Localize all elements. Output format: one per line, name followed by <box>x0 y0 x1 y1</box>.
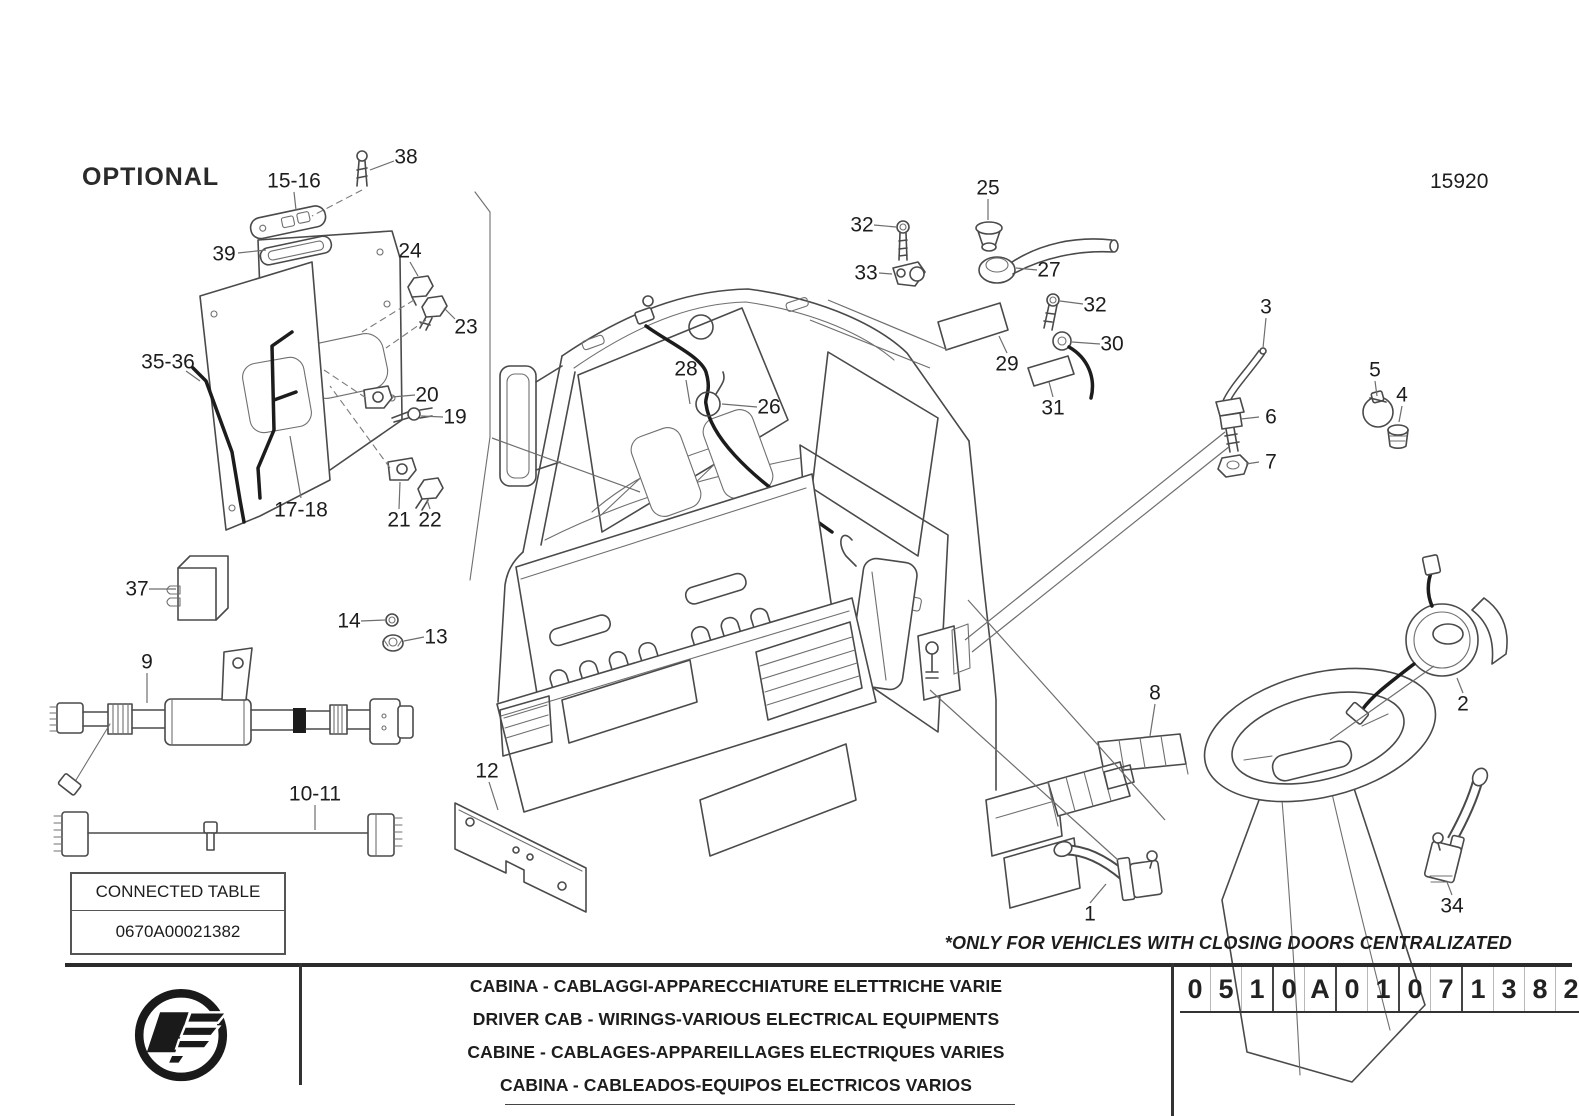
callout-1: 1 <box>1084 902 1096 926</box>
callout-32: 32 <box>850 213 874 237</box>
nut-14 <box>386 614 398 626</box>
callout-38: 38 <box>394 145 418 169</box>
callout-32: 32 <box>1083 293 1107 317</box>
callout-27: 27 <box>1037 258 1061 282</box>
fitting-6 <box>1216 398 1244 452</box>
bolt-22 <box>416 478 443 510</box>
title-french: CABINE - CABLAGES-APPAREILLAGES ELECTRIQUES VARIES <box>467 1042 1005 1062</box>
callout-39: 39 <box>212 242 236 266</box>
drawing-number-cell: 0 <box>1398 967 1430 1011</box>
title-underline <box>505 1104 1015 1105</box>
callout-12: 12 <box>475 759 499 783</box>
callout-26: 26 <box>757 395 781 419</box>
drawing-number-cell: 5 <box>1210 967 1241 1011</box>
callout-31: 31 <box>1041 396 1065 420</box>
connected-table-title: CONNECTED TABLE <box>72 874 284 911</box>
callout-4: 4 <box>1396 383 1408 407</box>
callout-17-18: 17-18 <box>274 498 328 522</box>
figure-number: 15920 <box>1430 170 1489 193</box>
drawing-number-cell: 3 <box>1493 967 1524 1011</box>
nut-7 <box>1218 455 1248 477</box>
callout-19: 19 <box>443 405 467 429</box>
screw-32a <box>897 221 909 260</box>
cap-4 <box>1388 425 1408 448</box>
drawing-number-grid <box>1180 967 1579 1013</box>
callout-30: 30 <box>1100 332 1124 356</box>
callout-3: 3 <box>1260 295 1272 319</box>
title-italian: CABINA - CABLAGGI-APPARECCHIATURE ELETTRICHE VARIE <box>469 976 1003 996</box>
connected-table-value: 0670A00021382 <box>115 922 241 941</box>
callout-5: 5 <box>1369 358 1381 382</box>
stalk-switch-34 <box>1424 766 1490 883</box>
callout-25: 25 <box>976 176 1000 200</box>
connected-table-box <box>70 872 286 955</box>
drawing-number-cell: 7 <box>1430 967 1461 1011</box>
steering-wheel <box>1191 646 1450 823</box>
truck-cab <box>497 289 1080 908</box>
drawing-number-cell: 8 <box>1524 967 1555 1011</box>
drawing-number-cell: A <box>1304 967 1335 1011</box>
drawing-number-cell: 2 <box>1555 967 1579 1011</box>
drawing-number-cell: 1 <box>1241 967 1272 1011</box>
switch-bracket-8 <box>1048 734 1188 826</box>
label-plate-31 <box>1028 356 1074 386</box>
left-mirror <box>500 366 562 486</box>
title-english: DRIVER CAB - WIRINGS-VARIOUS ELECTRICAL EQUIPMENTS <box>472 1009 1000 1029</box>
label-plate-29 <box>938 303 1008 350</box>
callout-23: 23 <box>454 315 478 339</box>
optional-section-border <box>470 192 490 580</box>
drawing-titles <box>302 970 1170 1102</box>
callout-14: 14 <box>337 609 361 633</box>
nut-13 <box>383 635 403 651</box>
electronic-module-37 <box>167 556 228 620</box>
drawing-number-cell: 0 <box>1187 973 1203 1004</box>
callout-13: 13 <box>424 625 448 649</box>
callout-22: 22 <box>418 508 442 532</box>
callout-28: 28 <box>674 357 698 381</box>
screw-32b <box>1044 294 1059 330</box>
footnote: *ONLY FOR VEHICLES WITH CLOSING DOORS CENTRALIZATED <box>944 933 1512 953</box>
callout-33: 33 <box>854 261 878 285</box>
wiring-harness-10-11 <box>54 812 402 856</box>
callout-21: 21 <box>387 508 411 532</box>
callout-9: 9 <box>141 650 153 674</box>
mounting-plate-12 <box>455 803 586 912</box>
title-spanish: CABINA - CABLEADOS-EQUIPOS ELECTRICOS VARIOS <box>499 1075 973 1095</box>
callout-15-16: 15-16 <box>267 169 321 193</box>
callout-2: 2 <box>1457 692 1469 716</box>
callout-6: 6 <box>1265 405 1277 429</box>
drawing-number-cell: 1 <box>1461 967 1493 1011</box>
callout-8: 8 <box>1149 681 1161 705</box>
drawing-number-cell: 1 <box>1367 967 1398 1011</box>
window-switch-bezel <box>249 204 328 240</box>
callout-20: 20 <box>415 383 439 407</box>
clip-21 <box>388 458 416 480</box>
door-lock-actuator <box>918 624 970 700</box>
cable-clip-33 <box>893 262 925 286</box>
bolt-23 <box>420 296 447 330</box>
optional-section-label: OPTIONAL <box>82 163 220 191</box>
door-panel-group <box>193 151 447 530</box>
callout-24: 24 <box>398 239 422 263</box>
callout-10-11: 10-11 <box>288 782 342 806</box>
callout-37: 37 <box>125 577 149 601</box>
callout-7: 7 <box>1265 450 1277 474</box>
drawing-number-cell: 0 <box>1272 967 1304 1011</box>
title-block-divider-right <box>1171 963 1174 1116</box>
clamp-5 <box>1363 391 1393 427</box>
callout-34: 34 <box>1440 894 1464 918</box>
wiring-harness-9 <box>50 648 413 796</box>
rubber-plug-25 <box>976 222 1002 251</box>
callout-35-36: 35-36 <box>141 350 195 374</box>
callout-29: 29 <box>995 352 1019 376</box>
drawing-number-cell: 0 <box>1335 967 1367 1011</box>
screw-38 <box>357 151 367 186</box>
manufacturer-logo-icon <box>122 980 240 1094</box>
